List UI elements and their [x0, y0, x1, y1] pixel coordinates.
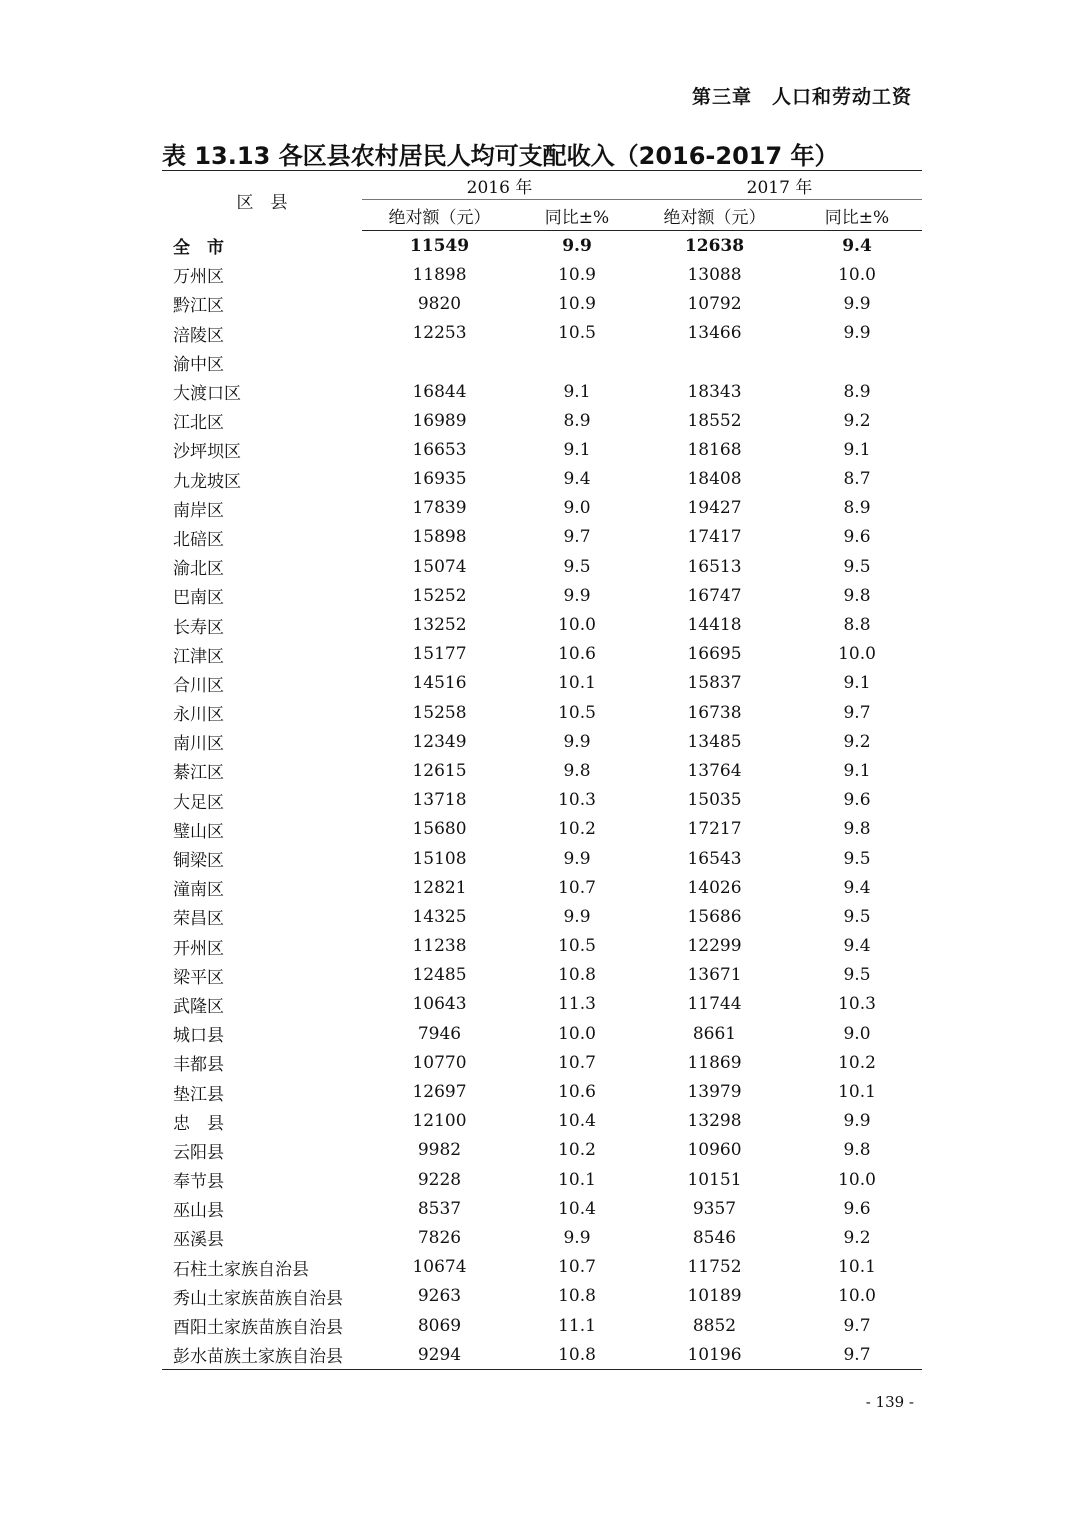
- table-row: [162, 1136, 922, 1165]
- abs-2016: 12485: [412, 965, 467, 986]
- year-2016-header: 2016 年: [362, 171, 637, 200]
- district-name: 大足区: [173, 792, 224, 813]
- table-row: [162, 1194, 922, 1223]
- yoy-2016: 10.6: [558, 1082, 596, 1103]
- table-title: 表 13.13 各区县农村居民人均可支配收入（2016-2017 年）: [162, 142, 839, 170]
- table-row: [162, 961, 922, 990]
- table-row: [162, 844, 922, 873]
- yoy-2017: 9.1: [843, 439, 871, 460]
- table-row: [162, 873, 922, 902]
- district-name: 石柱土家族自治县: [173, 1259, 309, 1280]
- abs-2016: 13252: [412, 615, 467, 636]
- abs-2017: 12299: [687, 936, 742, 957]
- yoy-2016: 8.9: [563, 410, 591, 431]
- yoy-2016: 9.9: [563, 1227, 591, 1248]
- district-name: 垫江县: [173, 1084, 224, 1105]
- district-name: 渝中区: [173, 354, 224, 375]
- table-row: [162, 756, 922, 785]
- abs-2017: 10960: [687, 1140, 742, 1161]
- yoy-2016: 9.8: [563, 760, 591, 781]
- district-name: 丰都县: [173, 1055, 224, 1076]
- abs-2016-header: 绝对额（元）: [362, 200, 517, 231]
- yoy-2016: 9.1: [563, 439, 591, 460]
- table-row: [162, 465, 922, 494]
- yoy-2017: 9.6: [843, 527, 871, 548]
- income-table: [162, 170, 922, 1370]
- abs-2017: 13485: [687, 731, 742, 752]
- abs-2017: 9357: [692, 1198, 737, 1219]
- yoy-2016: 9.7: [563, 527, 591, 548]
- abs-2016: 11238: [412, 936, 467, 957]
- table-row: [162, 990, 922, 1019]
- yoy-2017: 9.9: [843, 1111, 871, 1132]
- yoy-2017: 9.7: [843, 1315, 871, 1336]
- yoy-2016: 9.1: [563, 381, 591, 402]
- district-name: 江北区: [173, 413, 224, 434]
- yoy-2016: 10.8: [558, 1286, 596, 1307]
- yoy-2016-header: 同比±%: [517, 200, 637, 231]
- yoy-2016: 10.1: [558, 673, 596, 694]
- abs-2017: 13979: [687, 1082, 742, 1103]
- abs-2016: 16989: [412, 410, 467, 431]
- yoy-2017: 9.2: [843, 731, 871, 752]
- yoy-2016: 10.9: [558, 264, 596, 285]
- yoy-2017: 9.1: [843, 760, 871, 781]
- yoy-2016: 9.4: [563, 469, 591, 490]
- yoy-2016: 10.8: [558, 965, 596, 986]
- yoy-2017: 10.1: [838, 1257, 876, 1278]
- district-name: 北碚区: [173, 529, 224, 550]
- yoy-2016: 10.7: [558, 1052, 596, 1073]
- yoy-2017: 10.0: [838, 264, 876, 285]
- yoy-2016: 10.5: [558, 936, 596, 957]
- yoy-2016: 10.0: [558, 1023, 596, 1044]
- yoy-2017: 8.9: [843, 498, 871, 519]
- yoy-2016: 10.5: [558, 323, 596, 344]
- table-row: [162, 406, 922, 435]
- district-name: 酉阳土家族苗族自治县: [173, 1318, 343, 1339]
- yoy-2017: 9.1: [843, 673, 871, 694]
- table-row: [162, 932, 922, 961]
- district-name: 南川区: [173, 734, 224, 755]
- yoy-2016: 10.9: [558, 293, 596, 314]
- district-name: 全 市: [173, 237, 224, 258]
- abs-2017: 18343: [687, 381, 742, 402]
- district-name: 武隆区: [173, 996, 224, 1017]
- abs-2017: 13671: [687, 965, 742, 986]
- abs-2016: 11898: [412, 264, 467, 285]
- table-row: [162, 1165, 922, 1194]
- table-row: [162, 523, 922, 552]
- table-row: [162, 815, 922, 844]
- table-row: [162, 1077, 922, 1106]
- district-name: 梁平区: [173, 967, 224, 988]
- abs-2017: 16513: [687, 556, 742, 577]
- yoy-2017: 9.4: [843, 877, 871, 898]
- yoy-2017: 10.0: [838, 644, 876, 665]
- district-name: 璧山区: [173, 821, 224, 842]
- abs-2016: 10674: [412, 1257, 467, 1278]
- table-row: [162, 1340, 922, 1370]
- table-row: [162, 669, 922, 698]
- abs-2017: 13764: [687, 760, 742, 781]
- yoy-2017: 9.5: [843, 848, 871, 869]
- abs-2017: 16695: [687, 644, 742, 665]
- abs-2016: 9982: [417, 1140, 462, 1161]
- district-name: 合川区: [173, 675, 224, 696]
- abs-2016: 15108: [412, 848, 467, 869]
- district-name: 潼南区: [173, 880, 224, 901]
- table-row: [162, 902, 922, 931]
- abs-2016: 14516: [412, 673, 467, 694]
- table-row: [162, 698, 922, 727]
- table-row: [162, 319, 922, 348]
- abs-2016: 15177: [412, 644, 467, 665]
- table-row: [162, 435, 922, 464]
- abs-2017: 8546: [692, 1227, 737, 1248]
- district-name: 涪陵区: [173, 325, 224, 346]
- abs-2016: 10770: [412, 1052, 467, 1073]
- yoy-2017: 9.8: [843, 585, 871, 606]
- abs-2016: 8069: [417, 1315, 462, 1336]
- abs-2017: 18408: [687, 469, 742, 490]
- abs-2016: 12100: [412, 1111, 467, 1132]
- chapter-header: 第三章 人口和劳动工资: [691, 86, 912, 108]
- abs-2017: 18552: [687, 410, 742, 431]
- abs-2017: 16543: [687, 848, 742, 869]
- district-name: 秀山土家族苗族自治县: [173, 1288, 343, 1309]
- abs-2017: 8852: [692, 1315, 737, 1336]
- table-row: [162, 289, 922, 318]
- district-name: 铜梁区: [173, 851, 224, 872]
- table-row: [162, 1223, 922, 1252]
- abs-2016: 7826: [417, 1227, 462, 1248]
- yoy-2016: 10.8: [517, 1340, 637, 1370]
- abs-2017: 13088: [687, 264, 742, 285]
- yoy-2016: 10.5: [558, 702, 596, 723]
- yoy-2017-header: 同比±%: [792, 200, 922, 231]
- yoy-2016: 11.1: [558, 1315, 596, 1336]
- yoy-2016: 10.7: [558, 877, 596, 898]
- table-row: [162, 231, 922, 261]
- table-row: [162, 1048, 922, 1077]
- district-header: 区 县: [162, 171, 362, 231]
- yoy-2017: 9.0: [843, 1023, 871, 1044]
- district-name: 巫溪县: [173, 1230, 224, 1251]
- page-number: - 139 -: [865, 1393, 914, 1411]
- abs-2017: 16747: [687, 585, 742, 606]
- district-name: 渝北区: [173, 559, 224, 580]
- abs-2017: 14418: [687, 615, 742, 636]
- table-row: [162, 1311, 922, 1340]
- yoy-2016: 9.0: [563, 498, 591, 519]
- yoy-2017: 10.0: [838, 1169, 876, 1190]
- abs-2016: 15074: [412, 556, 467, 577]
- abs-2016: 16653: [412, 439, 467, 460]
- abs-2016: 17839: [412, 498, 467, 519]
- abs-2017: 19427: [687, 498, 742, 519]
- table-row: [162, 348, 922, 377]
- district-name: 荣昌区: [173, 909, 224, 930]
- table-row: [162, 494, 922, 523]
- yoy-2016: 9.9: [562, 235, 592, 256]
- abs-2017: 15686: [687, 906, 742, 927]
- district-name: 九龙坡区: [173, 471, 241, 492]
- yoy-2016: 10.7: [558, 1257, 596, 1278]
- yoy-2016: 11.3: [558, 994, 596, 1015]
- district-name: 永川区: [173, 705, 224, 726]
- abs-2017: 14026: [687, 877, 742, 898]
- abs-2016: 10643: [412, 994, 467, 1015]
- abs-2016: 9263: [417, 1286, 462, 1307]
- table-row: [162, 786, 922, 815]
- yoy-2016: 9.9: [563, 585, 591, 606]
- table-row: [162, 727, 922, 756]
- yoy-2017: 9.5: [843, 906, 871, 927]
- district-name: 江津区: [173, 646, 224, 667]
- yoy-2017: 9.9: [843, 293, 871, 314]
- yoy-2016: 10.3: [558, 790, 596, 811]
- abs-2016: 12349: [412, 731, 467, 752]
- abs-2016: [362, 348, 517, 377]
- abs-2016: 12697: [412, 1082, 467, 1103]
- abs-2016: 16844: [412, 381, 467, 402]
- yoy-2016: 10.6: [558, 644, 596, 665]
- abs-2017: 10189: [687, 1286, 742, 1307]
- district-name: 黔江区: [173, 296, 224, 317]
- abs-2017: [637, 348, 792, 377]
- abs-2016: 9820: [417, 293, 462, 314]
- yoy-2017: 9.7: [792, 1340, 922, 1370]
- yoy-2017: [792, 348, 922, 377]
- yoy-2016: 9.5: [563, 556, 591, 577]
- yoy-2016: 10.4: [558, 1111, 596, 1132]
- district-name: 巴南区: [173, 588, 224, 609]
- district-name: 万州区: [173, 267, 224, 288]
- table-row: [162, 581, 922, 610]
- district-name: 彭水苗族土家族自治县: [162, 1340, 362, 1370]
- district-name: 长寿区: [173, 617, 224, 638]
- abs-2016: 12821: [412, 877, 467, 898]
- table-row: [162, 640, 922, 669]
- yoy-2017: 9.2: [843, 410, 871, 431]
- yoy-2016: 9.9: [563, 848, 591, 869]
- abs-2016: 15252: [412, 585, 467, 606]
- year-2017-header: 2017 年: [637, 171, 922, 200]
- yoy-2016: 10.2: [558, 1140, 596, 1161]
- yoy-2017: 9.2: [843, 1227, 871, 1248]
- district-name: 奉节县: [173, 1172, 224, 1193]
- abs-2016: 12253: [412, 323, 467, 344]
- yoy-2017: 8.7: [843, 469, 871, 490]
- yoy-2017: 10.2: [838, 1052, 876, 1073]
- district-name: 开州区: [173, 938, 224, 959]
- abs-2016: 9228: [417, 1169, 462, 1190]
- table-row: [162, 1282, 922, 1311]
- district-name: 巫山县: [173, 1201, 224, 1222]
- abs-2017: 10792: [687, 293, 742, 314]
- yoy-2017: 10.0: [838, 1286, 876, 1307]
- yoy-2017: 10.1: [838, 1082, 876, 1103]
- district-name: 城口县: [173, 1026, 224, 1047]
- abs-2016: 13718: [412, 790, 467, 811]
- abs-2017: 15837: [687, 673, 742, 694]
- abs-2016: 8537: [417, 1198, 462, 1219]
- district-name: 沙坪坝区: [173, 442, 241, 463]
- abs-2016: 15258: [412, 702, 467, 723]
- yoy-2016: 9.9: [563, 906, 591, 927]
- table-row: [162, 552, 922, 581]
- abs-2017: 13298: [687, 1111, 742, 1132]
- abs-2017: 12638: [684, 235, 745, 256]
- yoy-2017: 9.5: [843, 965, 871, 986]
- yoy-2016: [517, 348, 637, 377]
- yoy-2017: 9.6: [843, 1198, 871, 1219]
- yoy-2017: 9.6: [843, 790, 871, 811]
- yoy-2017: 9.7: [843, 702, 871, 723]
- abs-2016: 16935: [412, 469, 467, 490]
- yoy-2017: 9.9: [843, 323, 871, 344]
- abs-2017: 11744: [687, 994, 742, 1015]
- table-row: [162, 1019, 922, 1048]
- table-row: [162, 260, 922, 289]
- table-row: [162, 1107, 922, 1136]
- district-name: 忠 县: [173, 1113, 224, 1134]
- yoy-2017: 8.8: [843, 615, 871, 636]
- yoy-2017: 8.9: [843, 381, 871, 402]
- abs-2017: 16738: [687, 702, 742, 723]
- table-row: [162, 610, 922, 639]
- yoy-2017: 9.4: [842, 235, 872, 256]
- abs-2017: 11869: [687, 1052, 742, 1073]
- abs-2017: 15035: [687, 790, 742, 811]
- district-name: 綦江区: [173, 763, 224, 784]
- abs-2017: 10151: [687, 1169, 742, 1190]
- abs-2017: 11752: [687, 1257, 742, 1278]
- yoy-2016: 10.2: [558, 819, 596, 840]
- table-row: [162, 377, 922, 406]
- abs-2017: 17217: [687, 819, 742, 840]
- abs-2016: 7946: [417, 1023, 462, 1044]
- yoy-2016: 10.0: [558, 615, 596, 636]
- yoy-2016: 10.4: [558, 1198, 596, 1219]
- yoy-2017: 9.4: [843, 936, 871, 957]
- yoy-2017: 9.8: [843, 1140, 871, 1161]
- abs-2017: 13466: [687, 323, 742, 344]
- yoy-2017: 9.5: [843, 556, 871, 577]
- yoy-2017: 9.8: [843, 819, 871, 840]
- district-name: 大渡口区: [173, 384, 241, 405]
- abs-2017: 17417: [687, 527, 742, 548]
- district-name: 云阳县: [173, 1142, 224, 1163]
- abs-2017: 10196: [637, 1340, 792, 1370]
- abs-2017-header: 绝对额（元）: [637, 200, 792, 231]
- abs-2017: 18168: [687, 439, 742, 460]
- abs-2016: 14325: [412, 906, 467, 927]
- yoy-2016: 9.9: [563, 731, 591, 752]
- table-row: [162, 1253, 922, 1282]
- abs-2016: 12615: [412, 760, 467, 781]
- abs-2016: 15680: [412, 819, 467, 840]
- yoy-2017: 10.3: [838, 994, 876, 1015]
- abs-2016: 9294: [362, 1340, 517, 1370]
- abs-2016: 15898: [412, 527, 467, 548]
- yoy-2016: 10.1: [558, 1169, 596, 1190]
- district-name: 南岸区: [173, 500, 224, 521]
- abs-2016: 11549: [409, 235, 470, 256]
- abs-2017: 8661: [692, 1023, 737, 1044]
